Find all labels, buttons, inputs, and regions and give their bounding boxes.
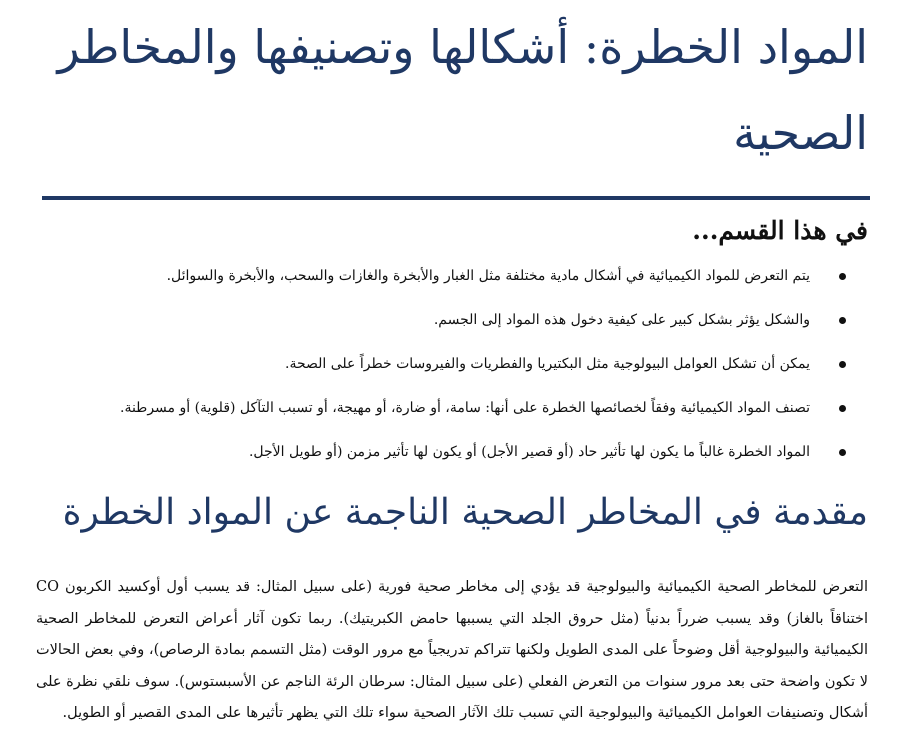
page-title: المواد الخطرة: أشكالها وتصنيفها والمخاطر الصحية xyxy=(57,20,868,160)
bullet-text: تصنف المواد الكيميائية وفقاً لخصائصها الخطرة على أنها: سامة، أو ضارة، أو مهيجة، أو تسبب التآكل (قلوية) أو مسرطنة. xyxy=(120,400,810,416)
summary-bullet-list xyxy=(46,262,846,482)
bullet-text: يتم التعرض للمواد الكيميائية في أشكال مادية مختلفة مثل الغبار والأبخرة والغازات والسحب، والأبخرة والسوائل. xyxy=(166,268,810,284)
bullet-icon xyxy=(839,317,846,324)
bullet-icon xyxy=(839,273,846,280)
bullet-icon xyxy=(839,361,846,368)
list-item xyxy=(46,350,846,394)
list-item xyxy=(46,262,846,306)
bullet-icon xyxy=(839,449,846,456)
intro-heading: مقدمة في المخاطر الصحية الناجمة عن المواد الخطرة xyxy=(62,492,868,533)
bullet-icon xyxy=(839,405,846,412)
in-this-section-heading: في هذا القسم... xyxy=(692,216,868,245)
bullet-text: يمكن أن تشكل العوامل البيولوجية مثل البكتيريا والفطريات والفيروسات خطراً على الصحة. xyxy=(285,356,810,372)
intro-paragraph: التعرض للمخاطر الصحية الكيميائية والبيولوجية قد يؤدي إلى مخاطر صحية فورية (على سبيل المثال: قد يسبب أول أوكسيد الكربون CO اختناقاً بالغاز) وقد يسبب ضرراً بدنياً (مثل حروق الجلد التي يسببها حامض الكبريتيك). ربما تكون آثار أعراض التعرض للمخاطر الصحية الكيميائية والبيولوجية أقل وضوحاً على المدى الطويل ولكنها تتراكم تدريجياً مع مرور الوقت (مثل التسمم بمادة الرصاص)، وفي بعض الحالات لا تكون واضحة حتى بعد مرور سنوات من التعرض الفعلي (على سبيل المثال: سرطان الرئة الناجم عن الأسبستوس). سوف نلقي نظرة على أشكال وتصنيفات العوامل الكيميائية والبيولوجية التي تسبب تلك الآثار الصحية سواء تلك التي يظهر تأثيرها على المدى القصير أو الطويل. xyxy=(36,579,868,721)
list-item xyxy=(46,438,846,482)
list-item xyxy=(46,306,846,350)
bullet-text: المواد الخطرة غالباً ما يكون لها تأثير حاد (أو قصير الأجل) أو يكون لها تأثير مزمن (أو طويل الأجل. xyxy=(248,444,810,460)
title-divider xyxy=(42,196,870,200)
list-item xyxy=(46,394,846,438)
bullet-text: والشكل يؤثر بشكل كبير على كيفية دخول هذه المواد إلى الجسم. xyxy=(433,312,810,328)
